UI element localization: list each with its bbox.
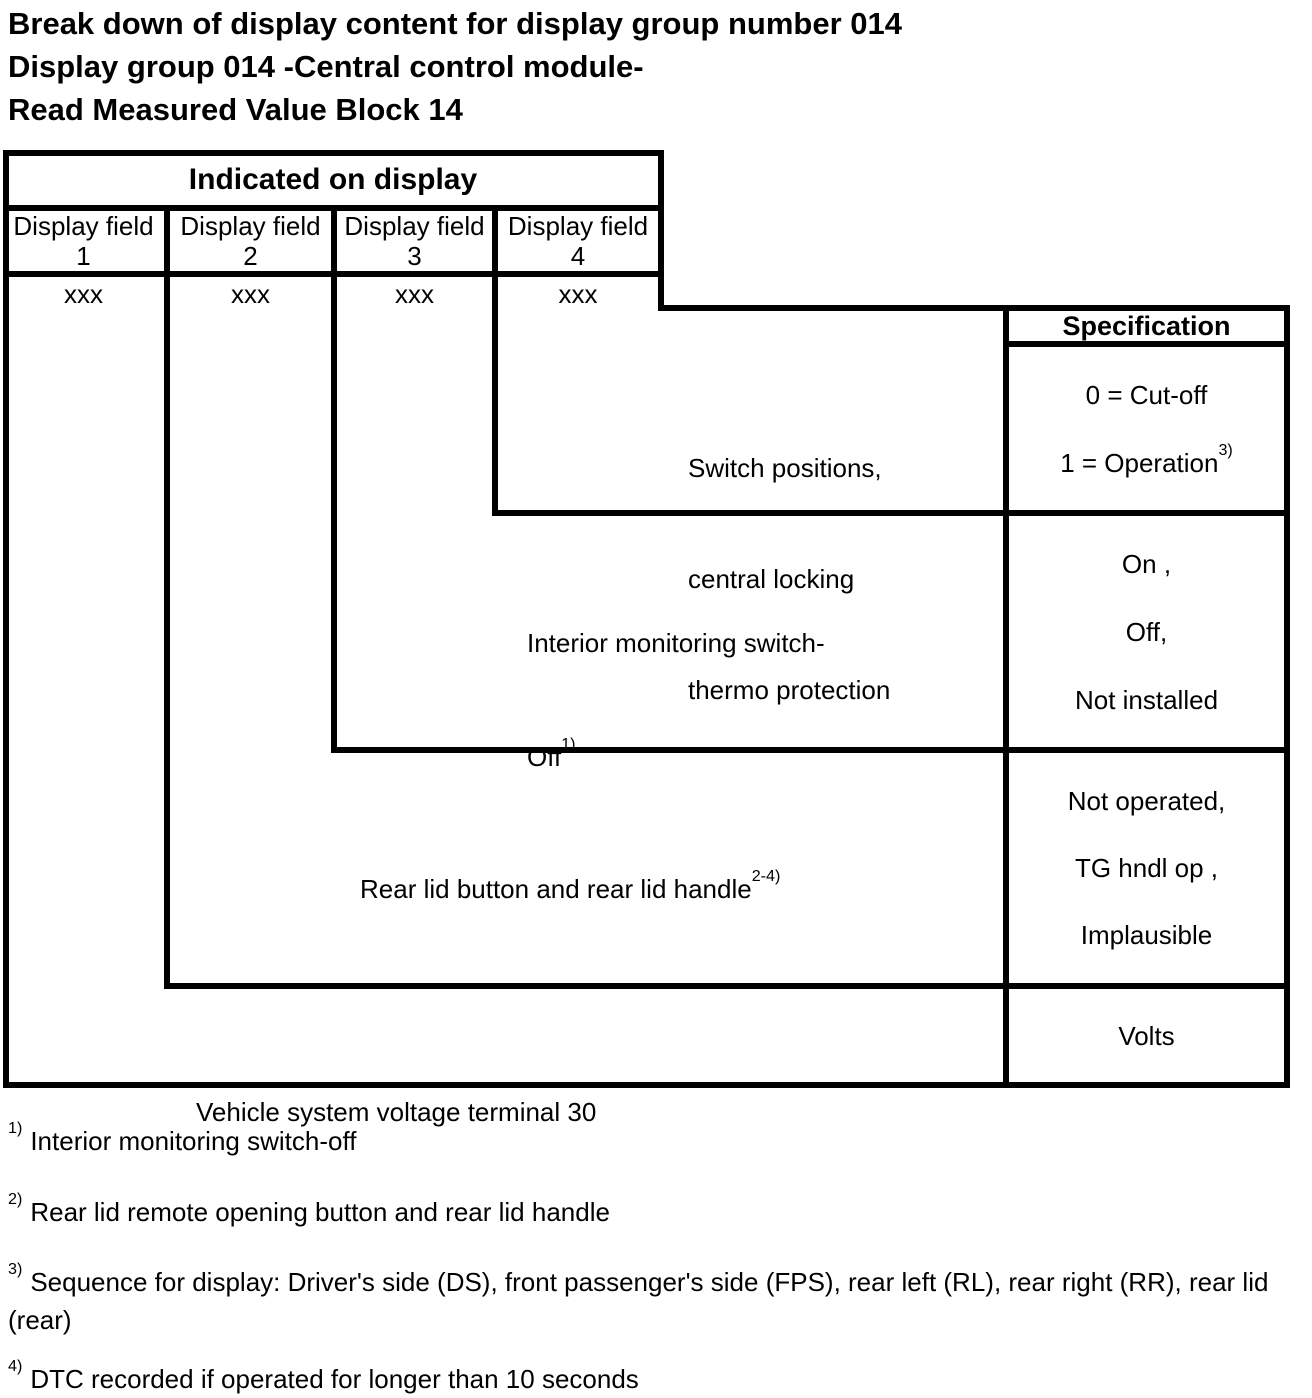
spec-line: On ,: [1121, 548, 1172, 579]
display-field-4-value: xxx: [558, 279, 598, 309]
footnote-1: [8, 1119, 1308, 1160]
spec-line: [1086, 361, 1208, 429]
footnote-text: DTC recorded if operated for longer than 10 seconds: [30, 1364, 639, 1394]
description-line: Interior monitoring switch-: [527, 628, 825, 658]
description-line: central locking: [688, 564, 855, 594]
title-line-1: Break down of display content for display group number 014: [8, 6, 902, 41]
display-field-3-header: [337, 211, 492, 269]
display-field-number: 2: [243, 241, 258, 271]
display-field-label: Display field: [507, 211, 649, 241]
footnote-text: Sequence for display: Driver's side (DS), front passenger's side (FPS), rear left (RL), rear right (RR), rear lid (rear): [8, 1267, 1269, 1335]
display-field-2-value: xxx: [231, 279, 270, 309]
indicated-on-display-header: Indicated on display: [188, 163, 478, 196]
display-field-1-header: [3, 211, 164, 269]
spec-line: Implausible: [1080, 919, 1213, 950]
description-line: Switch positions,: [688, 453, 882, 483]
footnote-text: Rear lid remote opening button and rear lid handle: [30, 1197, 610, 1227]
display-field-number: 1: [76, 241, 91, 271]
spec-line: Off,: [1125, 616, 1168, 647]
table-border-right: [1284, 305, 1290, 1088]
description-line: [527, 735, 825, 776]
column-divider-1: [164, 205, 170, 989]
display-field-label: Display field: [13, 211, 154, 241]
row-rear-lid-specification: [1009, 753, 1284, 983]
row-system-voltage-description: [196, 1020, 596, 1205]
display-field-label: Display field: [344, 211, 485, 241]
spec-line: TG hndl op ,: [1074, 852, 1219, 883]
row-switch-positions-specification: [1009, 347, 1284, 510]
spec-footnote-ref: 3): [1218, 440, 1233, 459]
row-interior-monitoring-specification: [1009, 516, 1284, 747]
display-field-1-value: xxx: [64, 279, 103, 309]
title-line-3: Read Measured Value Block 14: [8, 92, 463, 127]
display-field-number: 4: [570, 241, 586, 271]
description-text: Rear lid button and rear lid handle: [360, 874, 752, 904]
spec-text: 1 = Operation: [1060, 447, 1219, 478]
spec-line: Not installed: [1074, 684, 1219, 715]
spec-line: Not operated,: [1067, 785, 1226, 816]
display-field-number: 3: [407, 241, 422, 271]
footnote-3: [8, 1260, 1308, 1339]
title-line-2: Display group 014 -Central control module-: [8, 49, 644, 84]
specification-header: Specification: [1062, 311, 1231, 341]
spec-line: Volts: [1118, 1020, 1175, 1051]
description-line: [360, 867, 781, 908]
description-line: thermo protection: [688, 675, 891, 705]
footnote-4: [8, 1357, 1308, 1398]
spec-line: [1060, 429, 1233, 497]
description-footnote-ref: 1): [561, 735, 576, 754]
footnote-marker: 4): [8, 1357, 23, 1376]
display-field-3-value: xxx: [395, 279, 434, 309]
row-system-voltage-specification: [1009, 989, 1284, 1082]
display-field-4-header: [498, 211, 658, 269]
table-border-top: [3, 150, 664, 156]
footnote-marker: 3): [8, 1260, 23, 1279]
footnote-marker: 2): [8, 1190, 23, 1209]
spec-text: 0 = Cut-off: [1085, 379, 1208, 410]
display-field-label: Display field: [180, 211, 321, 241]
description-line: Vehicle system voltage terminal 30: [196, 1097, 597, 1127]
description-footnote-ref: 2-4): [751, 867, 781, 886]
footnote-marker: 1): [8, 1119, 23, 1138]
row-rear-lid-description: [360, 797, 780, 982]
document-title: [8, 2, 902, 131]
display-field-2-header: [170, 211, 331, 269]
footnote-2: [8, 1190, 1308, 1231]
description-text: Off: [527, 742, 562, 772]
footnote-text: Interior monitoring switch-off: [30, 1126, 357, 1156]
